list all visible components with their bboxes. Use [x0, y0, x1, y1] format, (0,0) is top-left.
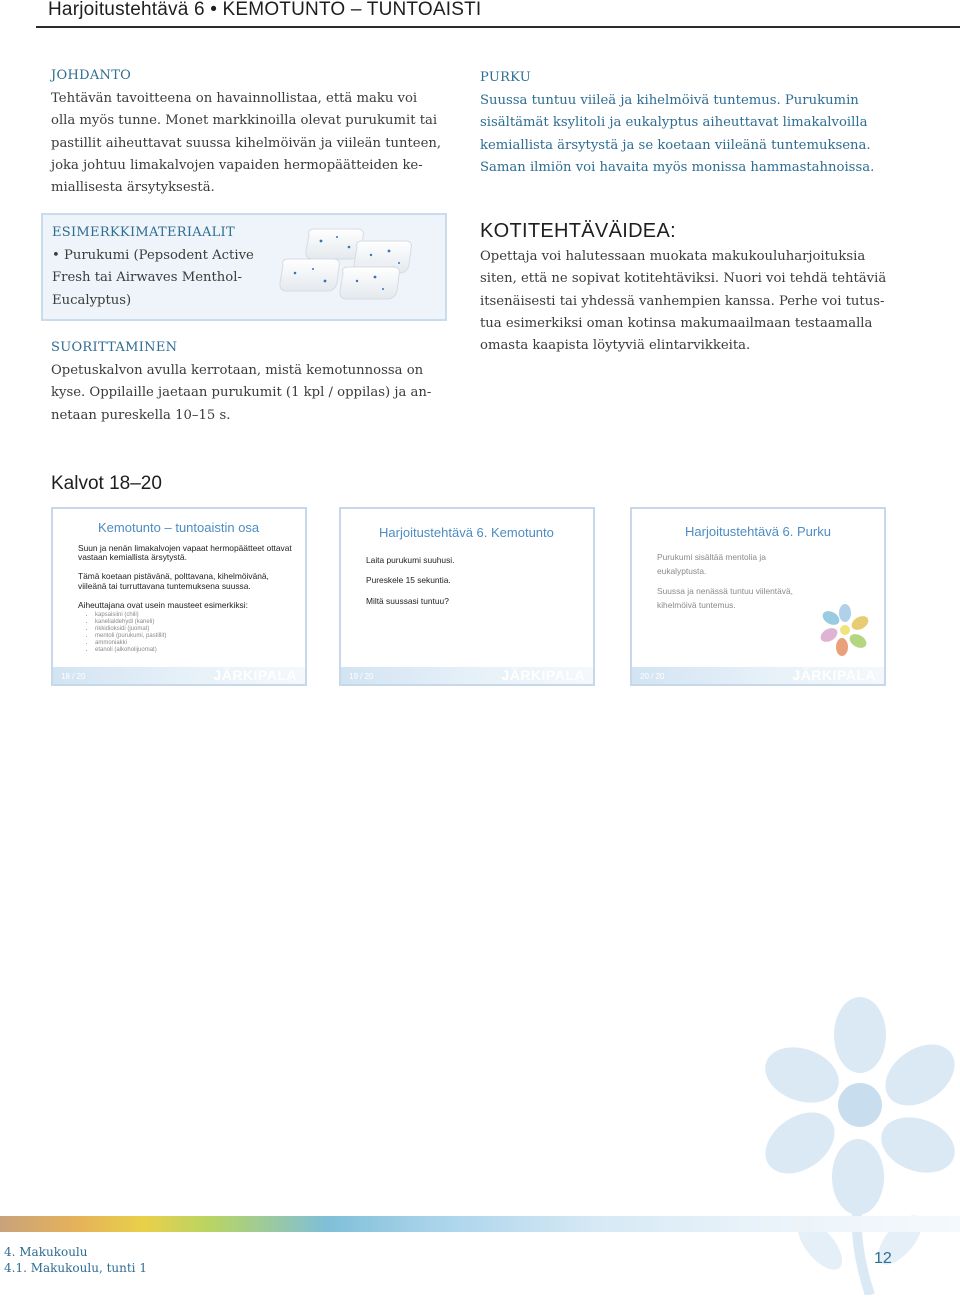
slide-line: eukalyptusta.	[657, 566, 707, 576]
slide-bullet: • kanelialdehydi (kaneli)	[95, 619, 166, 626]
materials-line: Fresh tai Airwaves Menthol-	[52, 270, 242, 286]
purku-line: Saman ilmiön voi havaita myös monissa hammastahnoissa.	[480, 159, 875, 175]
slide-footer	[53, 667, 305, 684]
slide-bullet: • rikkidioksidi (juomat)	[95, 626, 166, 633]
slide-line: Aiheuttajana ovat usein mausteet esimerkiksi:	[78, 600, 248, 610]
slide-title: Harjoitustehtävä 6. Purku	[685, 524, 831, 539]
slide-bullet: • etanoli (alkoholijuomat)	[95, 647, 166, 654]
slide-line: Purukumi sisältää mentolia ja	[657, 552, 766, 562]
jarkipala-logo: JÄRKIPALA	[792, 667, 876, 683]
footer-color-strip	[0, 1216, 960, 1232]
slide-footer	[632, 667, 884, 684]
homework-line: tua esimerkiksi oman kotinsa makumaailmaan testaamalla	[480, 315, 873, 331]
page-number: 12	[874, 1250, 892, 1267]
intro-line: joka johtuu limakalvojen vapaiden hermopäätteiden ke-	[51, 157, 423, 173]
flower-icon	[820, 603, 870, 657]
materials-box	[41, 213, 447, 321]
slide-line: Tämä koetaan pistävänä, polttavana, kihelmöivänä,	[78, 571, 269, 581]
slide-20	[630, 507, 886, 686]
slide-line: Suussa ja nenässä tuntuu viilentävä,	[657, 586, 793, 596]
slide-line: viileänä tai turruttavana tuntemuksena suussa.	[78, 581, 251, 591]
slide-18	[51, 507, 307, 686]
slide-line: Pureskele 15 sekuntia.	[366, 575, 451, 585]
slide-page-number: 20 / 20	[640, 672, 665, 681]
materials-heading: ESIMERKKIMATERIAALIT	[52, 225, 235, 240]
slide-line: kihelmöivä tuntemus.	[657, 600, 736, 610]
page-title: Harjoitustehtävä 6 • KEMOTUNTO – TUNTOAISTI	[48, 0, 482, 20]
homework-text	[480, 246, 886, 357]
slides-heading: Kalvot 18–20	[51, 473, 162, 494]
execution-line: Opetuskalvon avulla kerrotaan, mistä kemotunnossa on	[51, 363, 424, 378]
slide-bullet: • ammoniakki	[95, 640, 166, 647]
footer-chapter: 4. Makukoulu	[4, 1245, 88, 1259]
footer-lesson: 4.1. Makukoulu, tunti 1	[4, 1261, 147, 1275]
slide-19	[339, 507, 595, 686]
intro-line: miallisesta ärsytyksestä.	[51, 180, 215, 196]
jarkipala-logo: JÄRKIPALA	[501, 667, 585, 683]
slide-title: Kemotunto – tuntoaistin osa	[98, 520, 260, 535]
slide-page-number: 19 / 20	[349, 672, 374, 681]
slide-footer	[341, 667, 593, 684]
purku-line: kemiallista ärsytystä ja se koetaan viileänä tuntemuksena.	[480, 137, 871, 153]
homework-line: omasta kaapista löytyviä elintarvikkeita.	[480, 338, 751, 354]
slide-line: vastaan kemiallista ärsytystä.	[78, 552, 187, 562]
jarkipala-logo: JÄRKIPALA	[213, 667, 297, 683]
homework-line: itsenäisesti tai yhdessä vanhempien kanssa. Perhe voi tutus-	[480, 293, 885, 309]
intro-text	[51, 88, 441, 199]
purku-line: sisältämät ksylitoli ja eukalyptus aiheuttavat limakalvoilla	[480, 115, 868, 131]
intro-line: pastillit aiheuttavat suussa kihelmöivän ja viileän tunteen,	[51, 135, 442, 151]
materials-line: Eucalyptus)	[52, 292, 132, 308]
execution-text	[51, 360, 431, 427]
purku-line: Suussa tuntuu viileä ja kihelmöivä tuntemus. Purukumin	[480, 93, 859, 108]
slide-bullet: • kapsaisiini (chili)	[95, 612, 166, 619]
slide-bullet: • mentoli (purukumi, pastillit)	[95, 633, 166, 640]
slide-bullet-list	[83, 612, 166, 654]
slide-line: Laita purukumi suuhusi.	[366, 555, 455, 565]
purku-text	[480, 90, 874, 179]
homework-line: Opettaja voi halutessaan muokata makukouluharjoituksia	[480, 249, 866, 264]
execution-heading: SUORITTAMINEN	[51, 340, 178, 355]
materials-text	[52, 245, 254, 312]
intro-line: olla myös tunne. Monet markkinoilla olevat purukumit tai	[51, 113, 438, 129]
intro-line: Tehtävän tavoitteena on havainnollistaa, että maku voi	[51, 91, 418, 106]
intro-heading: JOHDANTO	[51, 68, 132, 83]
homework-heading: KOTITEHTÄVÄIDEA:	[480, 220, 676, 242]
execution-line: netaan pureskella 10–15 s.	[51, 407, 231, 423]
slide-line: Suun ja nenän limakalvojen vapaat hermopäätteet ottavat	[78, 543, 292, 553]
slide-page-number: 18 / 20	[61, 672, 86, 681]
materials-line: • Purukumi (Pepsodent Active	[52, 248, 254, 263]
chewing-gum-icon	[271, 225, 431, 311]
decorative-flower-icon	[740, 995, 960, 1295]
slide-title: Harjoitustehtävä 6. Kemotunto	[379, 525, 554, 540]
execution-line: kyse. Oppilaille jaetaan purukumit (1 kpl / oppilas) ja an-	[51, 385, 432, 401]
purku-heading: PURKU	[480, 70, 531, 85]
homework-line: siten, että ne sopivat kotitehtäviksi. Nuori voi tehdä tehtäviä	[480, 271, 887, 287]
slide-line: Miltä suussasi tuntuu?	[366, 596, 449, 606]
